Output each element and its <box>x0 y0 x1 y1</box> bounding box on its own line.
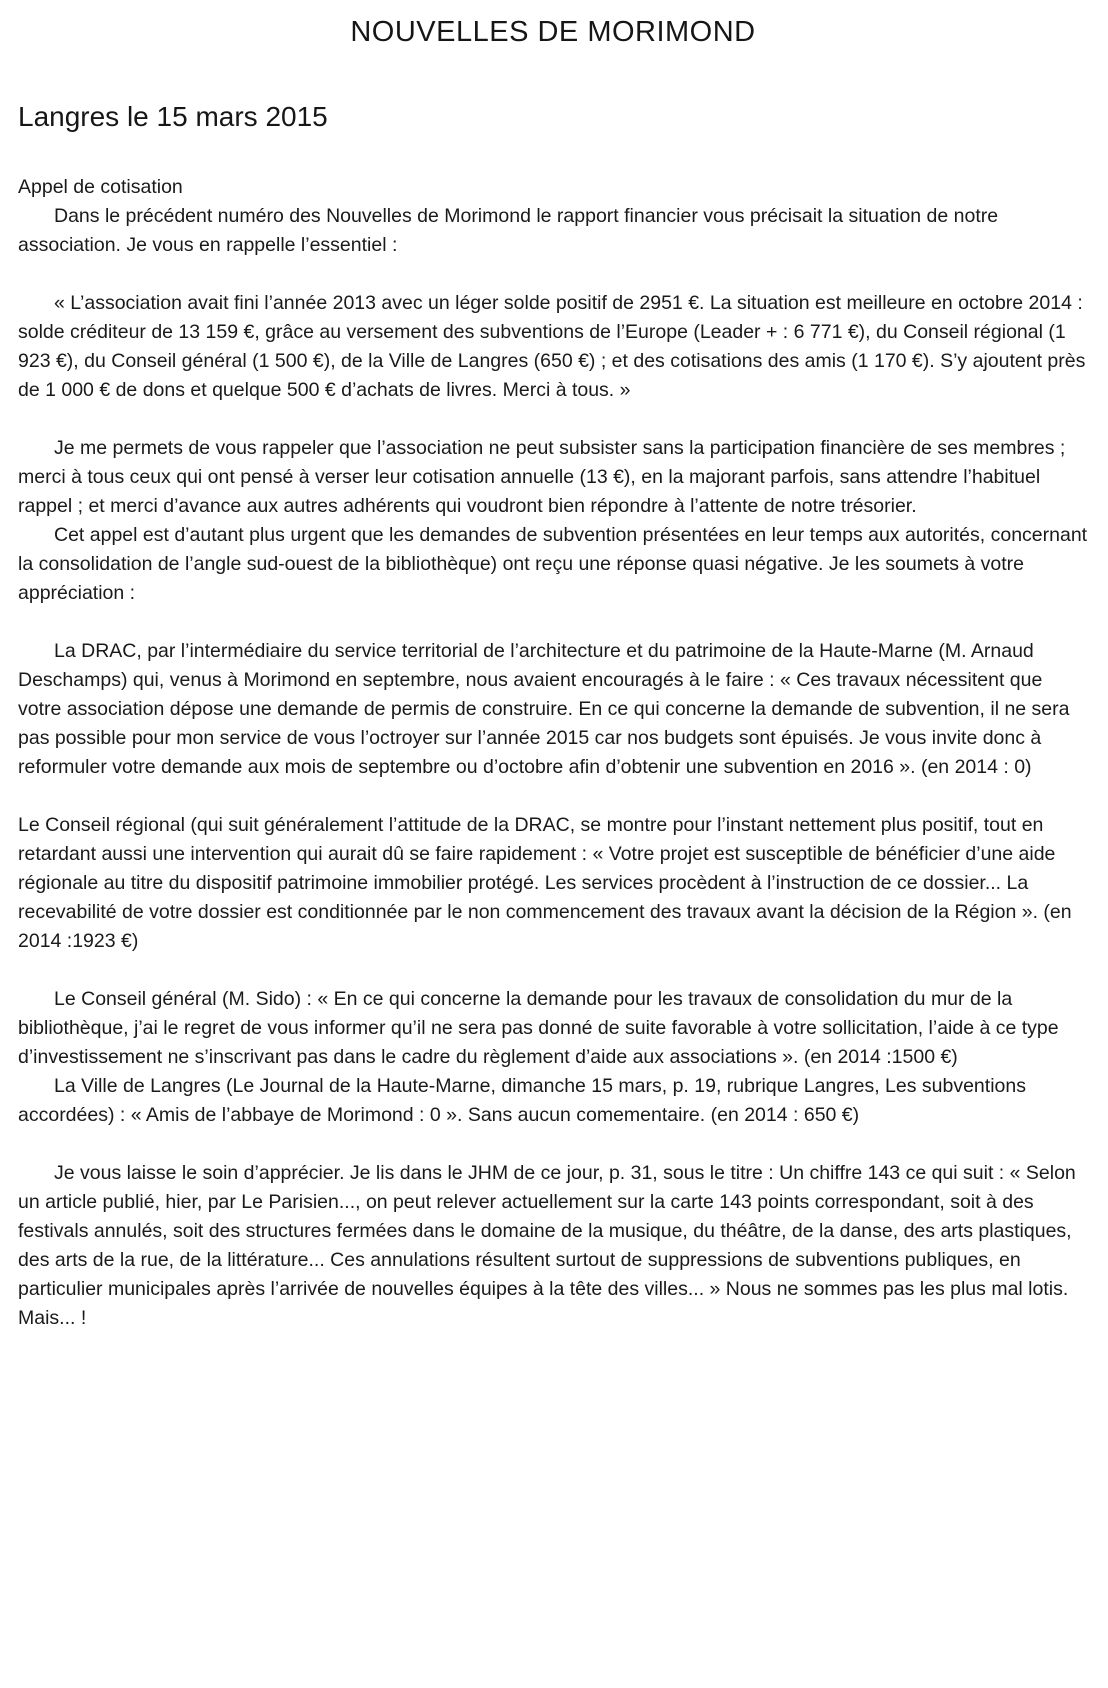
paragraph-ville-de-langres: La Ville de Langres (Le Journal de la Haute-Marne, dimanche 15 mars, p. 19, rubrique Langres, Les subventions accordées) : « Amis de l’abbaye de Morimond : 0 ». Sans aucun comementaire. (en 2014 : 650 €) <box>18 1075 1026 1126</box>
paragraph-membership-reminder: Je me permets de vous rappeler que l’association ne peut subsister sans la participation financière de ses membres ; merci à tous ceux qui ont pensé à verser leur cotisation annuelle (13 €), en la majorant parfois, sans attendre l’habituel rappel ; et merci d’avance aux autres adhérents qui voudront bien répondre à l’attente de notre trésorier. <box>18 437 1066 517</box>
paragraph-conseil-regional: Le Conseil régional (qui suit généralement l’attitude de la DRAC, se montre pour l’instant nettement plus positif, tout en retardant aussi une intervention qui aurait dû se faire rapidement : « Votre projet est susceptible de bénéficier d’une aide régionale au titre du dispositif patrimoine immobilier protégé. Les services procèdent à l’instruction de ce dossier... La recevabilité de votre dossier est conditionnée par le non commencement des travaux avant la décision de la Région ». (en 2014 :1923 €) <box>18 814 1072 952</box>
paragraph-intro: Dans le précédent numéro des Nouvelles de Morimond le rapport financier vous précisait la situation de notre association. Je vous en rappelle l’essentiel : <box>18 205 999 256</box>
dateline: Langres le 15 mars 2015 <box>18 101 328 132</box>
section-heading: Appel de cotisation <box>18 176 183 198</box>
paragraph-financial-quote: « L’association avait fini l’année 2013 avec un léger solde positif de 2951 €. La situation est meilleure en octobre 2014 : solde créditeur de 13 159 €, grâce au versement des subventions de l’Europe (Leader + : 6 771 €), du Conseil régional (1 923 €), du Conseil général (1 500 €), de la Ville de Langres (650 €) ; et des cotisations des amis (1 170 €). S’y ajoutent près de 1 000 € de dons et quelque 500 € d’achats de livres. Merci à tous. » <box>18 292 1086 401</box>
paragraph-drac: La DRAC, par l’intermédiaire du service territorial de l’architecture et du patrimoine de la Haute-Marne (M. Arnaud Deschamps) qui, venus à Morimond en septembre, nous avaient encouragés à le faire : « Ces travaux nécessitent que votre association dépose une demande de permis de construire. En ce qui concerne la demande de subvention, il ne sera pas possible pour mon service de vous l’octroyer sur l’année 2015 car nos budgets sont épuisés. Je vous invite donc à reformuler votre demande aux mois de septembre ou d’octobre afin d’obtenir une subvention en 2016 ». (en 2014 : 0) <box>18 640 1070 778</box>
paragraph-conclusion: Je vous laisse le soin d’apprécier. Je lis dans le JHM de ce jour, p. 31, sous le titre : Un chiffre 143 ce qui suit : « Selon un article publié, hier, par Le Parisien..., on peut relever actuellement sur la carte 143 points correspondant, soit à des festivals annulés, soit des structures fermées dans le domaine de la musique, du théâtre, de la danse, des arts plastiques, des arts de la rue, de la littérature... Ces annulations résultent surtout de suppressions de subventions publiques, en particulier municipales après l’arrivée de nouvelles équipes à la tête des villes... » Nous ne sommes pas les plus mal lotis. Mais... ! <box>18 1162 1076 1329</box>
paragraph-urgent-appeal: Cet appel est d’autant plus urgent que les demandes de subvention présentées en leur temps aux autorités, concernant la consolidation de l’angle sud-ouest de la bibliothèque) ont reçu une réponse quasi négative. Je les soumets à votre appréciation : <box>18 524 1088 604</box>
paragraph-conseil-general: Le Conseil général (M. Sido) : « En ce qui concerne la demande pour les travaux de consolidation du mur de la bibliothèque, j’ai le regret de vous informer qu’il ne sera pas donné de suite favorable à votre sollicitation, l’aide à ce type d’investissement ne s’inscrivant pas dans le cadre du règlement d’aide aux associations ». (en 2014 :1500 €) <box>18 988 1059 1068</box>
document-title: NOUVELLES DE MORIMOND <box>350 16 756 48</box>
